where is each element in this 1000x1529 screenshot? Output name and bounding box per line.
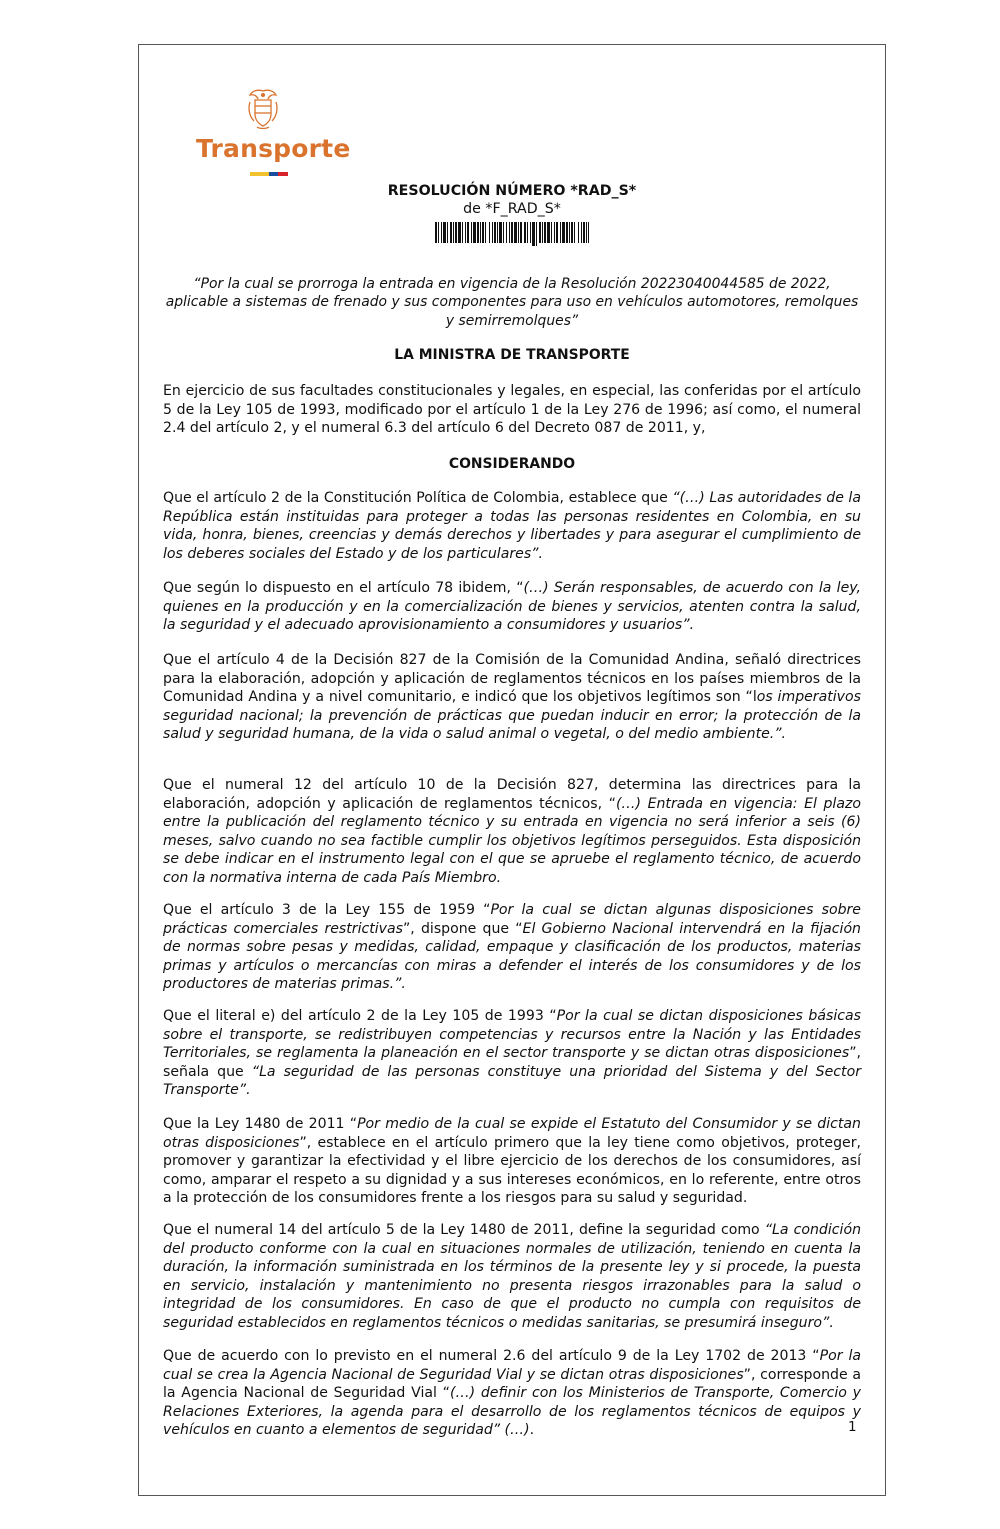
preamble-paragraph: En ejercicio de sus facultades constitucionales y legales, en especial, las conferidas por el artículo 5 de la Ley 105 de 1993, modificado por el artículo 1 de la Ley 276 de 1996; así como, el numeral 2.4 del artículo 2, y el numeral 6.3 del artículo 6 del Decreto 087 de 2011, y, — [163, 383, 861, 436]
paragraph-7: Que la Ley 1480 de 2011 “Por medio de la cual se expide el Estatuto del Consumidor y se dictan otras disposiciones”, establece en el artículo primero que la ley tiene como objetivos, proteger, promover y garantizar la efectividad y el libre ejercicio de los derechos de los consumidores, así como, amparar el respeto a su dignidad y a sus intereses económicos, en lo referente, entre otros a la protección de los consumidores frente a los riesgos para su salud y seguridad. — [163, 1116, 861, 1206]
paragraph-8: Que el numeral 14 del artículo 5 de la Ley 1480 de 2011, define la seguridad como “La condición del producto conforme con la cual en situaciones normales de utilización, teniendo en cuenta la duración, la información suministrada en los términos de la presente ley y si procede, la puesta en servicio, instalación y mantenimiento no presenta riesgos irrazonables para la salud o integridad de los consumidores. En caso de que el producto no cumpla con requisitos de seguridad establecidos en reglamentos técnicos o medidas sanitarias, se presumirá inseguro”. — [163, 1222, 861, 1331]
paragraph-3: Que el artículo 4 de la Decisión 827 de la Comisión de la Comunidad Andina, señaló directrices para la elaboración, adopción y aplicación de reglamentos técnicos en los países miembros de la Comunidad Andina y a nivel comunitario, e indicó que los objetivos legítimos son “los imperativos seguridad nacional; la prevención de prácticas que puedan inducir en error; la protección de la salud y seguridad humana, de la vida o salud animal o vegetal, o del medio ambiente.”. — [163, 652, 861, 742]
considerando-heading: CONSIDERANDO — [448, 456, 576, 472]
paragraph-4: Que el numeral 12 del artículo 10 de la Decisión 827, determina las directrices para la elaboración, adopción y aplicación de reglamentos técnicos, “(…) Entrada en vigencia: El plazo entre la publicación del reglamento técnico y su entrada en vigencia no será inferior a seis (6) meses, salvo cuando no sea factible cumplir los objetivos legítimos perseguidos. Esta disposición se debe indicar en el instrumento legal con el que se apruebe el reglamento técnico, de acuerdo con la normativa interna de cada País Miembro. — [163, 777, 861, 886]
paragraph-6: Que el literal e) del artículo 2 de la Ley 105 de 1993 “Por la cual se dictan disposiciones básicas sobre el transporte, se redistribuyen competencias y recursos entre la Nación y las Entidades Territoriales, se reglamenta la planeación en el sector transporte y se dictan otras disposiciones”, señala que “La seguridad de las personas constituye una prioridad del Sistema y del Sector Transporte”. — [163, 1008, 861, 1098]
paragraph-2: Que según lo dispuesto en el artículo 78 ibidem, “(…) Serán responsables, de acuerdo con la ley, quienes en la producción y en la comercialización de bienes y servicios, atenten contra la salud, la seguridad y el adecuado aprovisionamiento a consumidores y usuarios”. — [163, 580, 861, 633]
resolution-date: de *F_RAD_S* — [463, 201, 561, 217]
ministry-logo — [196, 88, 351, 180]
paragraph-9: Que de acuerdo con lo previsto en el numeral 2.6 del artículo 9 de la Ley 1702 de 2013 “Por la cual se crea la Agencia Nacional de Seguridad Vial y se dictan otras disposiciones”, corresponde a la Agencia Nacional de Seguridad Vial “(…) definir con los Ministerios de Transporte, Comercio y Relaciones Exteriores, la agenda para el desarrollo de los reglamentos técnicos de equipos y vehículos en cuanto a elementos de seguridad” (…). — [163, 1348, 862, 1438]
paragraph-1: Que el artículo 2 de la Constitución Política de Colombia, establece que “(…) Las autoridades de la República están instituidas para proteger a todas las personas residentes en Colombia, en su vida, honra, bienes, creencias y demás derechos y libertades y para asegurar el cumplimiento de los deberes sociales del Estado y de los particulares”. — [163, 490, 861, 562]
barcode-icon — [435, 222, 589, 246]
page-number: 1 — [848, 1419, 857, 1435]
colombia-flag-stripe — [250, 172, 288, 176]
resolution-subject: “Por la cual se prorroga la entrada en vigencia de la Resolución 20223040044585 de 2022, aplicable a sistemas de frenado y sus componentes para uso en vehículos automotores, remolques y semirremolques” — [165, 276, 859, 329]
logo-text: Transporte — [196, 134, 351, 163]
paragraph-5: Que el artículo 3 de la Ley 155 de 1959 “Por la cual se dictan algunas disposiciones sobre prácticas comerciales restrictivas”, dispone que “El Gobierno Nacional intervendrá en la fijación de normas sobre pesas y medidas, calidad, empaque y clasificación de los productos, materias primas y artículos o mercancías con miras a defender el interés de los consumidores y de los productores de materias primas.”. — [163, 902, 861, 992]
authority-heading: LA MINISTRA DE TRANSPORTE — [394, 347, 630, 363]
coat-of-arms-icon — [246, 88, 280, 130]
resolution-title: RESOLUCIÓN NÚMERO *RAD_S* — [387, 183, 637, 199]
